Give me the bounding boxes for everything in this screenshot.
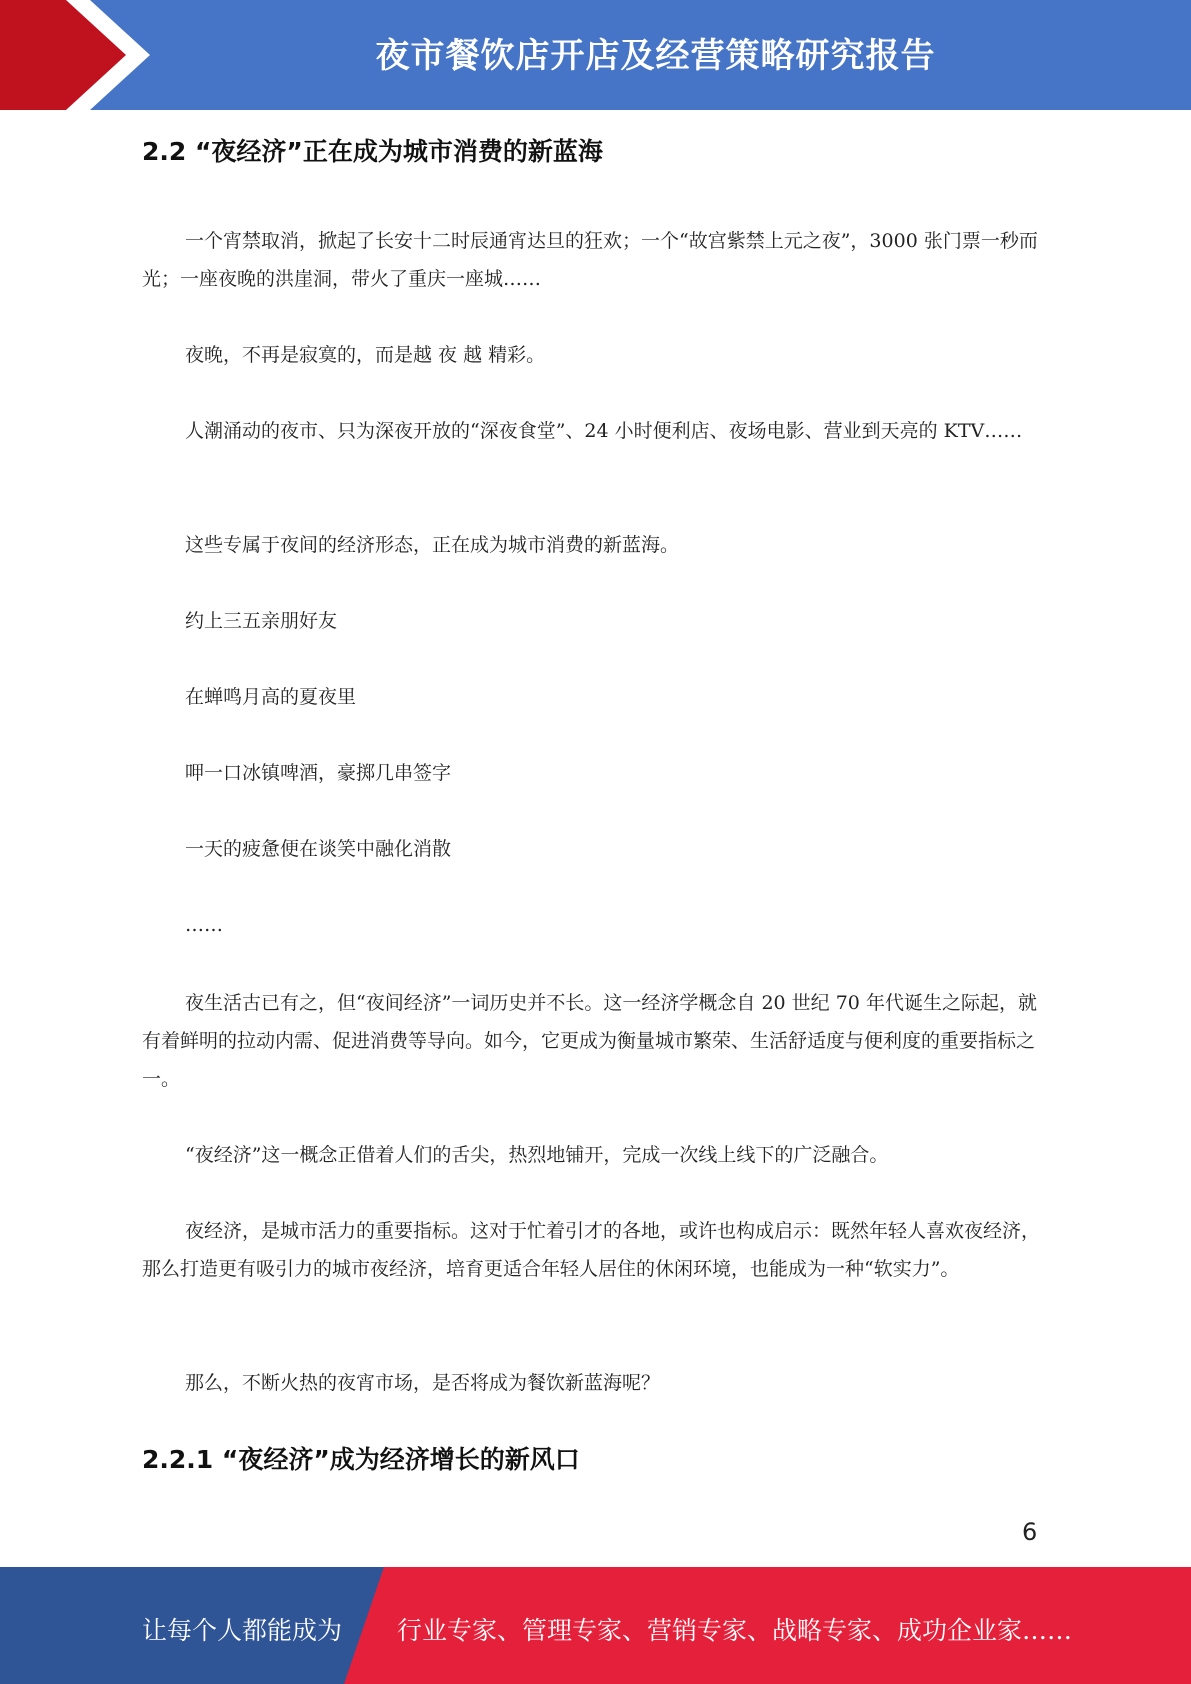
- paragraph: “夜经济”这一概念正借着人们的舌尖，热烈地铺开，完成一次线上线下的广泛融合。: [185, 1144, 889, 1166]
- subsection-heading: 2.2.1 “夜经济”成为经济增长的新风口: [142, 1445, 580, 1474]
- footer-slogan-right: 行业专家、管理专家、营销专家、战略专家、成功企业家……: [397, 1616, 1073, 1645]
- paragraph: 在蝉鸣月高的夏夜里: [185, 686, 357, 708]
- footer-banner: [0, 1567, 1191, 1684]
- paragraph: 这些专属于夜间的经济形态，正在成为城市消费的新蓝海。: [185, 534, 680, 556]
- paragraph: 呷一口冰镇啤酒，豪掷几串签字: [185, 762, 452, 784]
- paragraph: 夜经济，是城市活力的重要指标。这对于忙着引才的各地，或许也构成启示：既然年轻人喜欢夜经济，那么打造更有吸引力的城市夜经济，培育更适合年轻人居住的休闲环境，也能成为一种“软实力”。: [142, 1220, 1041, 1280]
- paragraph: 夜生活古已有之，但“夜间经济”一词历史并不长。这一经济学概念自 20 世纪 70 年代诞生之际起，就有着鲜明的拉动内需、促进消费等导向。如今，它更成为衡量城市繁荣、生活舒适度与便利度的重要指标之一。: [142, 992, 1037, 1090]
- footer-slogan-left: 让每个人都能成为: [142, 1616, 343, 1645]
- paragraph: 一天的疲惫便在谈笑中融化消散: [185, 838, 452, 860]
- paragraph: 夜晚，不再是寂寞的，而是越 夜 越 精彩。: [185, 344, 546, 366]
- report-title: 夜市餐饮店开店及经营策略研究报告: [375, 36, 936, 76]
- paragraph: 约上三五亲朋好友: [185, 610, 338, 632]
- paragraph: 一个宵禁取消，掀起了长安十二时辰通宵达旦的狂欢；一个“故宫紫禁上元之夜”，3000 张门票一秒而光；一座夜晚的洪崖洞，带火了重庆一座城……: [142, 230, 1038, 290]
- paragraph: 人潮涌动的夜市、只为深夜开放的“深夜食堂”、24 小时便利店、夜场电影、营业到天亮的 KTV……: [185, 420, 1023, 442]
- paragraph: 那么，不断火热的夜宵市场，是否将成为餐饮新蓝海呢？: [185, 1372, 661, 1394]
- paragraph: ……: [185, 914, 223, 936]
- header-banner: [0, 0, 1191, 110]
- page-number: 6: [1022, 1518, 1038, 1546]
- section-heading: 2.2 “夜经济”正在成为城市消费的新蓝海: [142, 137, 603, 166]
